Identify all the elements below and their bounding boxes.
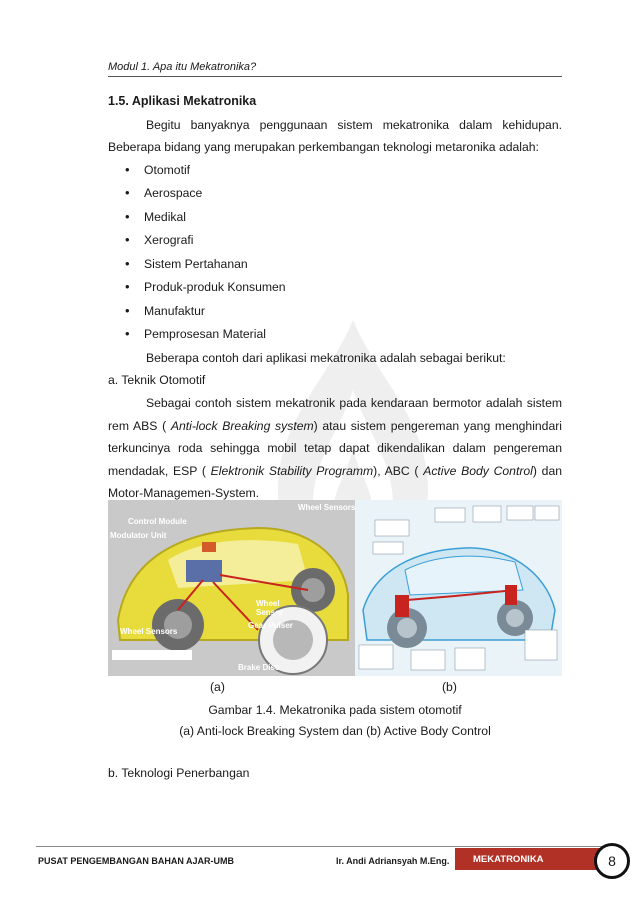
footer-course-bar [455,848,602,870]
page-number: 8 [594,843,630,879]
list-item: • Manufaktur [108,300,562,324]
section-heading: 1.5. Aplikasi Mekatronika [108,94,257,108]
list-item: • Xerografi [108,229,562,253]
intro-paragraph: Begitu banyaknya penggunaan sistem mekatronika dalam kehidupan. Beberapa bidang yang merupakan perkembangan teknologi metaronika adalah: [108,117,562,155]
list-item: • Aerospace [108,182,562,206]
label-gear-pulser: Gear Pulser [248,621,293,630]
main-content [108,90,562,505]
examples-intro: Beberapa contoh dari aplikasi mekatronika adalah sebagai berikut: [146,350,506,365]
esp-term: Elektronik Stability Programm [210,463,374,478]
list-item: • Produk-produk Konsumen [108,276,562,300]
label-wheel-sensors-bottom: Wheel Sensors [120,627,178,636]
label-modulator-unit: Modulator Unit [110,531,167,540]
para-text: Sebagai contoh sistem mekatronik pada kendaraan bermotor adalah sistem rem ABS ( [108,395,562,433]
para-text: ) atau sistem pengereman yang menghindari terkuncinya roda sehingga mobil tetap dapat dikendalikan dalam pengereman mendadak, ESP ( [108,418,562,478]
subsection-a-paragraph [108,392,562,505]
list-item: • Sistem Pertahanan [108,253,562,277]
abc-term: Active Body Control [423,463,533,478]
figure-caption-line1: Gambar 1.4. Mekatronika pada sistem otomotif [208,703,462,717]
figure-caption-line2: (a) Anti-lock Breaking System dan (b) Active Body Control [179,724,491,738]
para-text: ) dan Motor-Managemen-System. [108,463,562,501]
footer-publisher: PUSAT PENGEMBANGAN BAHAN AJAR-UMB [38,856,235,866]
abc-diagram-image [355,500,562,676]
label-wheel: Wheel [256,599,280,608]
list-item: • Otomotif [108,159,562,183]
footer-divider [36,846,602,847]
header-divider [108,76,562,77]
abs-term: Anti-lock Breaking system [170,418,314,433]
abc-car-cutaway-icon [355,500,562,676]
subsection-b-title: b. Teknologi Penerbangan [108,766,250,780]
footer-course: MEKATRONIKA [473,854,544,865]
footer-author: Ir. Andi Adriansyah M.Eng. [336,856,450,866]
para-text: ), ABC ( [373,463,424,478]
abs-car-illustration-icon [108,500,355,676]
figure-label-b: (b) [442,680,457,694]
label-wheel-sensors-top: Wheel Sensors [298,503,355,512]
figure-1-4 [108,500,562,676]
running-header: Modul 1. Apa itu Mekatronika? [108,61,257,73]
label-sensor: Sensor [256,608,284,617]
application-list [108,159,562,347]
label-brake-disc: Brake Disc [238,663,280,672]
subsection-a-title: a. Teknik Otomotif [108,373,206,388]
abs-diagram-image [108,500,355,676]
list-item: • Pemprosesan Material [108,323,562,347]
figure-label-a: (a) [210,680,225,694]
list-item: • Medikal [108,206,562,230]
label-control-module: Control Module [128,517,187,526]
